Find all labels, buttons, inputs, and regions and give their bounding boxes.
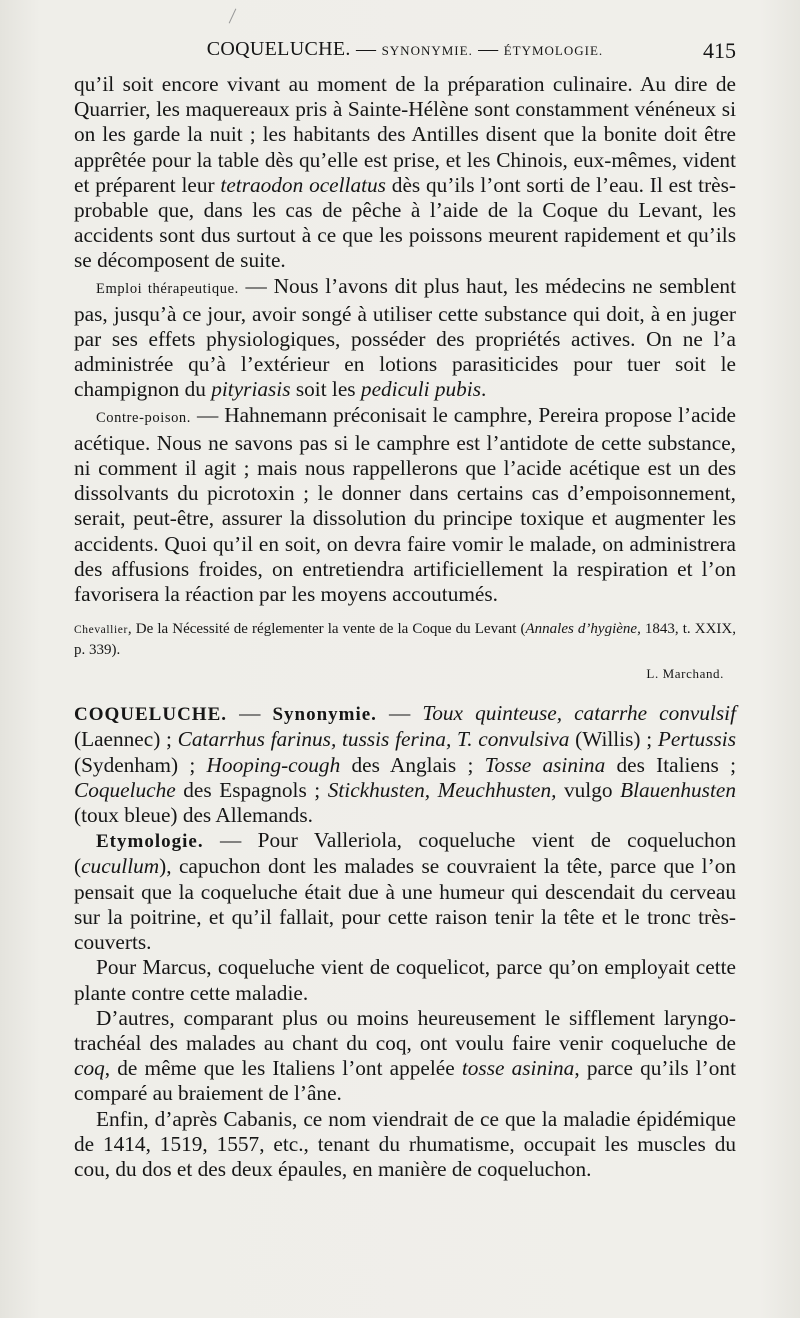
paragraph-contre-poison [74, 403, 736, 608]
header-etymologie: ÉTYMOLOGIE. [503, 43, 604, 58]
paragraph-etymologie [74, 828, 736, 955]
running-title [74, 38, 736, 61]
header-synonymie: SYNONYMIE. [381, 43, 473, 58]
italic-run: Pertussis [657, 727, 736, 752]
bibliographic-reference [74, 619, 736, 660]
text-run: — [227, 701, 273, 726]
section-head-synonymie: Synonymie. [272, 704, 377, 726]
author-signature [74, 662, 736, 685]
reference-journal: Annales d’hygiène [525, 621, 638, 638]
italic-run: Stickhusten, Meuchhusten, [327, 777, 557, 802]
text-run: qu’il soit encore vivant au moment de la préparation culinaire. Au dire de Quarrier, les maquereaux pris à Sainte-Hélène sont constamment vénéneux si on les garde la nuit ; les habitants des Antilles disent que la bonite doit être apprêtée pour la table dès qu’elle est prise, et les Chinois, eux-mêmes, vident et préparent leur [74, 72, 736, 197]
text-run: — Pour Valleriola, coqueluche vient de coqueluchon ( [74, 828, 736, 879]
italic-run: Coqueluche [74, 777, 176, 802]
italic-run: tetraodon ocellatus [220, 172, 386, 197]
italic-run: Catarrhus farinus, tussis ferina, T. convulsiva [177, 727, 570, 752]
paragraph-synonymie [74, 701, 736, 828]
text-run: dès qu’ils l’ont sorti de l’eau. Il est très-probable que, dans les cas de pêche à l’aide de la Coque du Levant, les accidents sont dus surtout à ce que les poissons meurent rapidement et qu’ils se décomposent de suite. [74, 172, 736, 273]
section-head-contre-poison: Contre-poison. [96, 409, 191, 426]
text-run: , De la Nécessité de réglementer la vente de la Coque du Levant ( [127, 621, 526, 638]
italic-run: tosse asinina [461, 1056, 575, 1081]
text-body [74, 72, 736, 1182]
text-run: , de même que les Italiens l’ont appelée [104, 1056, 462, 1081]
italic-run: cucullum [81, 854, 160, 879]
reference-author: Chevallier [74, 624, 128, 637]
text-run: des Espagnols ; [175, 777, 328, 802]
text-run: (Willis) ; [569, 727, 658, 752]
paragraph-cabanis: Enfin, d’après Cabanis, ce nom viendrait de ce que la maladie épidémique de 1414, 1519, 1557, etc., tenant du rhumatisme, occupait les muscles du cou, du dos et des deux épaules, en manière de coqueluchon. [74, 1106, 736, 1181]
page-number: 415 [703, 38, 736, 63]
header-dash: — [472, 38, 504, 60]
section-gap [74, 685, 736, 701]
text-run: . [481, 377, 487, 402]
text-run: (Laennec) ; [74, 727, 178, 752]
text-run: des Italiens ; [605, 752, 736, 777]
italic-run: pityriasis [211, 377, 291, 402]
text-run: D’autres, comparant plus ou moins heureusement le sifflement laryngo-trachéal des malades au chant du coq, ont voulu faire venir coqueluche de [74, 1005, 736, 1055]
paragraph-marcus: Pour Marcus, coqueluche vient de coquelicot, parce qu’on employait cette plante contre cette maladie. [74, 955, 736, 1005]
text-run: soit les [290, 377, 361, 402]
text-run: , parce qu’ils l’ont comparé au braiement de l’âne. [74, 1056, 736, 1106]
running-header [74, 38, 736, 68]
text-run: , 1843, t. XXIX, p. 339). [74, 621, 736, 659]
italic-run: pediculi pubis [360, 377, 481, 402]
italic-run: coq [74, 1056, 105, 1081]
text-run: — [376, 701, 423, 726]
text-run: — Nous l’avons dit plus haut, les médecins ne semblent pas, jusqu’à ce jour, avoir songé à utiliser cette substance qui doit, à en juger par ses effets physiologiques, posséder des propriétés actives. On ne l’a administrée qu’à l’extérieur en lotions parasiticides pour tuer soit le champignon du [74, 273, 736, 402]
paragraph-autres [74, 1006, 736, 1107]
text-run: ), capuchon dont les malades se couvraient la tête, parce que l’on pensait que la coqueluche était due à une humeur qui descendait du cerveau sur la poitrine, et qu’il fallait, pour cette raison tenir la tête et le tronc très-couverts. [74, 854, 736, 955]
text-run: — Hahnemann préconisait le camphre, Pereira propose l’acide acétique. Nous ne savons pas si le camphre est l’antidote de cette substance, ni comment il agit ; mais nous rappellerons que l’acide acétique est un des dissolvants du picrotoxin ; le donner dans certains cas d’empoisonnement, serait, peut-être, assurer la dissolution du principe toxique et augmenter les accidents. Quoi qu’il en soit, on devra faire vomir le malade, on administrera des affusions froides, on entretiendra artificiellement la respiration et l’on favorisera la réaction par les moyens accoutumés. [74, 402, 736, 607]
section-head-etymologie: Etymologie. [96, 831, 204, 853]
header-dash: — [350, 38, 382, 60]
text-run: (Sydenham) ; [74, 752, 207, 777]
header-main: COQUELUCHE. [206, 38, 351, 60]
pencil-mark [229, 9, 237, 24]
text-run: (toux bleue) des Allemands. [74, 803, 313, 828]
paragraph-intro [74, 72, 736, 274]
text-run: vulgo [556, 777, 621, 802]
italic-run: Tosse asinina [484, 752, 606, 777]
article-title: COQUELUCHE. [74, 704, 227, 726]
signature-text: L. Marchand. [646, 666, 724, 682]
paragraph-emploi [74, 274, 736, 403]
section-head-emploi: Emploi thérapeutique. [96, 280, 239, 297]
italic-run: Blauenhusten [620, 777, 736, 802]
italic-run: Hooping-cough [206, 752, 341, 777]
italic-run: Toux quinteuse, catarrhe convulsif [422, 701, 737, 726]
text-run: des Anglais ; [340, 752, 485, 777]
